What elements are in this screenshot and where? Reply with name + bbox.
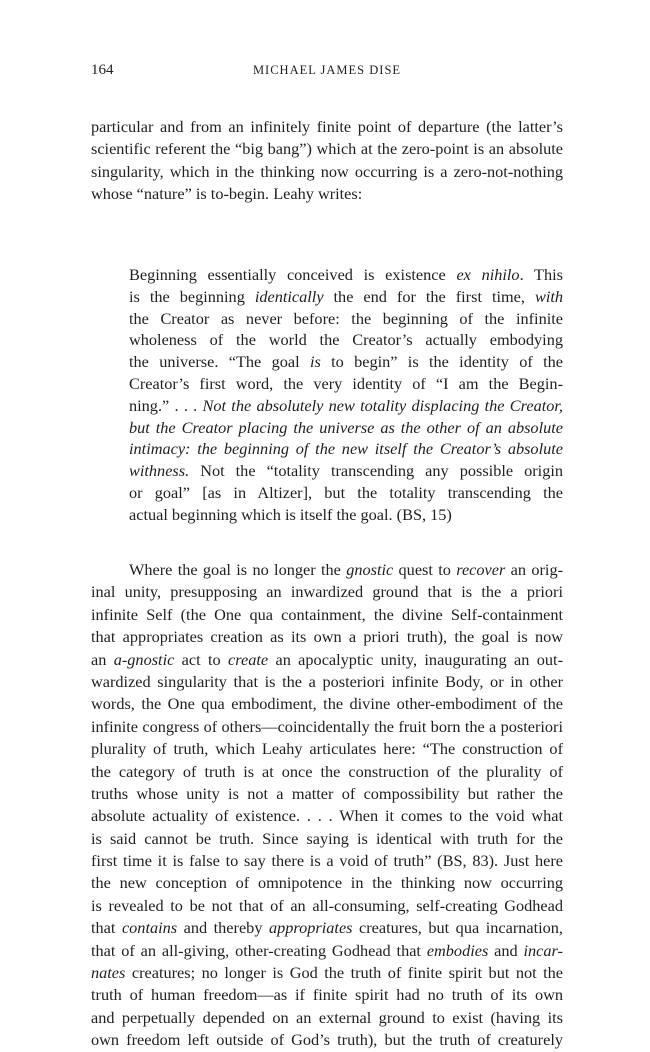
- text-line: actual beginning which is itself the goal. (BS, 15): [129, 504, 452, 524]
- text-line: infinite Self (the One qua containment, the divine Self-containment: [91, 604, 563, 624]
- italic-text: a-gnostic: [113, 649, 175, 669]
- book-page: [91, 62, 564, 1050]
- text-line: absolute actuality of existence. . . . When it comes to the void what: [91, 806, 563, 826]
- text-line: scientific referent the “big bang”) which at the zero-point is an absolute: [91, 139, 563, 159]
- text-line: [129, 438, 563, 460]
- text-line: nates creatures; no longer is God the truth of finite spirit but not the: [91, 963, 563, 983]
- text-line: that appropriates creation as its own a priori truth), the goal is now: [91, 627, 563, 647]
- text-line: that contains and thereby appropriates creatures, but qua incarnation,: [91, 918, 564, 938]
- block-quote: [129, 264, 563, 526]
- italic-text: intimacy: the beginning of the new itself the Creator’s absolute: [129, 439, 563, 459]
- text-line: wardized singularity that is the a posteriori infinite Body, or in other: [91, 671, 563, 691]
- italic-text: gnostic: [346, 560, 394, 579]
- text-line: that of an all-giving, other-creating Godhead that embodies and incar-: [91, 940, 563, 960]
- text-line: first time it is false to say there is a void of truth” (BS, 83). Just here: [91, 851, 563, 871]
- text-line: is said cannot be truth. Since saying is identical with truth for the: [91, 828, 563, 848]
- italic-text: with: [534, 286, 564, 306]
- text-line: withness. Not the “totality transcending any possible origin: [129, 461, 563, 481]
- italic-text: create: [228, 649, 269, 669]
- text-line: inal unity, presupposing an inwardized ground that is the a priori: [91, 582, 563, 602]
- text-line: own freedom left outside of God’s truth), but the truth of creaturely: [91, 1030, 563, 1050]
- italic-text: embodies: [426, 940, 489, 960]
- text-line: the new conception of omnipotence in the thinking now occurring: [91, 873, 563, 893]
- text-line: wholeness of the world the Creator’s actually embodying: [129, 330, 563, 350]
- italic-text: withness.: [129, 461, 190, 481]
- paragraph-2: [91, 559, 563, 1052]
- page-header: [91, 62, 563, 82]
- text-line: Beginning essentially conceived is existence ex nihilo. This: [129, 265, 563, 284]
- italic-text: incar-: [523, 940, 563, 960]
- italic-text: is: [309, 352, 321, 372]
- text-line: the universe. “The goal is to begin” is the identity of the: [129, 352, 564, 372]
- text-line: is the beginning identically the end for the first time, with: [129, 286, 564, 306]
- text-line: truth of human freedom—as if finite spirit had no truth of its own: [91, 985, 563, 1005]
- text-line: plurality of truth, which Leahy articulates here: “The construction of: [91, 739, 563, 759]
- italic-text: Not the absolutely new totality displacing the Creator,: [202, 395, 563, 415]
- text-line: [129, 417, 563, 439]
- text-line: and perpetually depended on an external ground to exist (having its: [91, 1007, 563, 1027]
- text-line: singularity, which in the thinking now occurring is a zero-not-nothing: [91, 161, 563, 181]
- text-line: or goal” [as in Altizer], but the totality transcending the: [129, 482, 563, 502]
- italic-text: appropriates: [268, 918, 353, 938]
- text-line: ning.” . . . Not the absolutely new totality displacing the Creator,: [129, 395, 563, 415]
- page-number: 164: [91, 62, 114, 78]
- text-line: is revealed to be not that of an all-consuming, self-creating Godhead: [91, 895, 563, 915]
- running-head: MICHAEL JAMES DISE: [252, 63, 402, 77]
- italic-text: recover: [456, 560, 506, 579]
- paragraph-1: [91, 116, 563, 206]
- text-line: Where the goal is no longer the gnostic quest to recover an orig-: [129, 560, 564, 579]
- text-line: infinite congress of others—coincidentally the fruit born the a posteriori: [91, 716, 563, 736]
- italic-text: identically: [254, 286, 324, 306]
- italic-text: but the Creator placing the universe as the other of an absolute: [129, 417, 563, 437]
- italic-text: nates: [91, 963, 126, 983]
- italic-text: contains: [121, 918, 178, 938]
- text-line: the category of truth is at once the construction of the plurality of: [91, 761, 563, 781]
- text-line: Creator’s first word, the very identity of “I am the Begin-: [129, 373, 563, 393]
- italic-text: ex nihilo: [456, 265, 520, 284]
- text-line: the Creator as never before: the beginning of the infinite: [129, 308, 563, 328]
- text-line: words, the One qua embodiment, the divine other-embodiment of the: [91, 694, 563, 714]
- text-line: an a-gnostic act to create an apocalyptic unity, inaugurating an out-: [91, 649, 563, 669]
- text-line: truths whose unity is not a matter of compossibility but rather the: [91, 783, 563, 803]
- text-line: particular and from an infinitely finite point of departure (the latter’s: [91, 117, 563, 136]
- text-line: whose “nature” is to-begin. Leahy writes:: [91, 184, 363, 204]
